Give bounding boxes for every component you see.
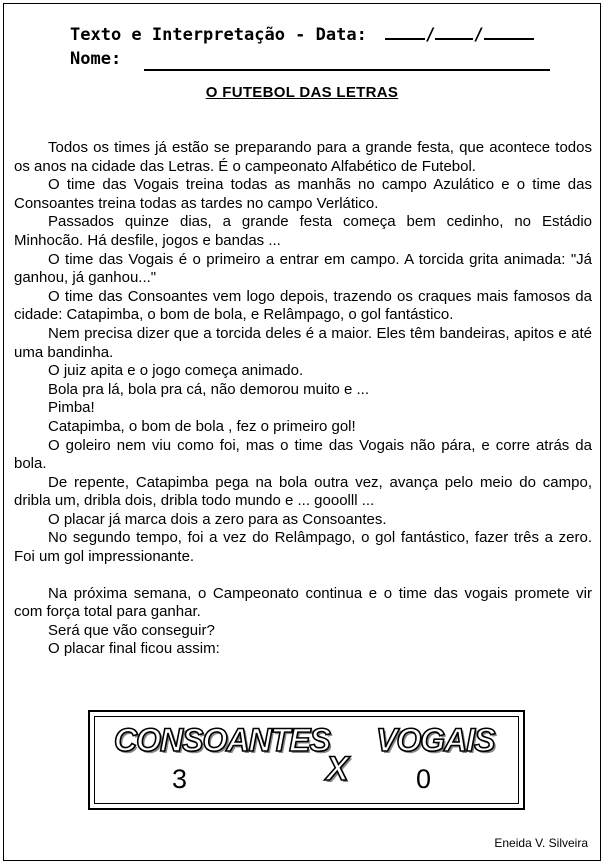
author-credit: Eneida V. Silveira [494,836,588,850]
paragraph: O time das Consoantes vem logo depois, trazendo os craques mais famosos da cidade: Catapimba, o bom de bola, e Relâmpago, o gol fantástico. [14,287,592,324]
score-right: 0 [416,764,432,794]
paragraph: O time das Vogais treina todas as manhãs no campo Azulático e o time das Consoantes treina todas as tardes no campo Verlático. [14,176,592,212]
scoreboard [88,710,525,810]
name-blank-line [144,69,550,71]
paragraph: No segundo tempo, foi a vez do Relâmpago, o gol fantástico, fazer três a zero. Foi um gol impressionante. [14,529,592,566]
story-title: O FUTEBOL DAS LETRAS [205,84,399,101]
paragraph: De repente, Catapimba pega na bola outra vez, avança pelo meio do campo, dribla um, dribla dois, dribla todo mundo e ... gooolll ... [14,473,592,510]
paragraph: O placar já marca dois a zero para as Consoantes. [48,510,387,528]
story-body [14,139,592,659]
name-label: Nome: [70,49,122,69]
date-day-blank [385,22,425,40]
paragraph: Bola pra lá, bola pra cá, não demorou muito e ... [48,380,370,398]
paragraph: O juiz apita e o jogo começa animado. [48,362,304,380]
paragraph: Catapimba, o bom de bola , fez o primeiro gol! [48,417,356,435]
header-date-line [70,22,534,45]
header-name-line [70,49,121,69]
paragraph: Todos os times já estão se preparando para a grande festa, que acontece todos os anos na cidade das Letras. É o campeonato Alfabético de Futebol. [14,139,592,175]
paragraph: O placar final ficou assim: [48,640,220,658]
versus-mark: X [326,750,349,788]
worksheet-page [3,3,601,861]
score-left: 3 [172,764,188,794]
header-title-label: Texto e Interpretação - Data: [70,25,367,45]
paragraph: Será que vão conseguir? [48,621,215,639]
paragraph: Passados quinze dias, a grande festa começa bem cedinho, no Estádio Minhocão. Há desfile, jogos e bandas ... [14,213,592,249]
paragraph: Nem precisa dizer que a torcida deles é a maior. Eles têm bandeiras, apitos e até uma bandinha. [14,324,592,361]
team-left-name: CONSOANTES [114,722,330,758]
team-right-name: VOGAIS [376,722,495,758]
date-month-blank [435,22,473,40]
paragraph: O goleiro nem viu como foi, mas o time das Vogais não pára, e corre atrás da bola. [14,436,592,473]
paragraph: Na próxima semana, o Campeonato continua e o time das vogais promete vir com força total para ganhar. [14,584,592,621]
paragraph: O time das Vogais é o primeiro a entrar em campo. A torcida grita animada: "Já ganhou, já ganhou..." [14,250,592,287]
date-separator: / [425,25,436,45]
paragraph: Pimba! [48,399,95,417]
date-separator: / [473,25,484,45]
date-year-blank [484,22,534,40]
